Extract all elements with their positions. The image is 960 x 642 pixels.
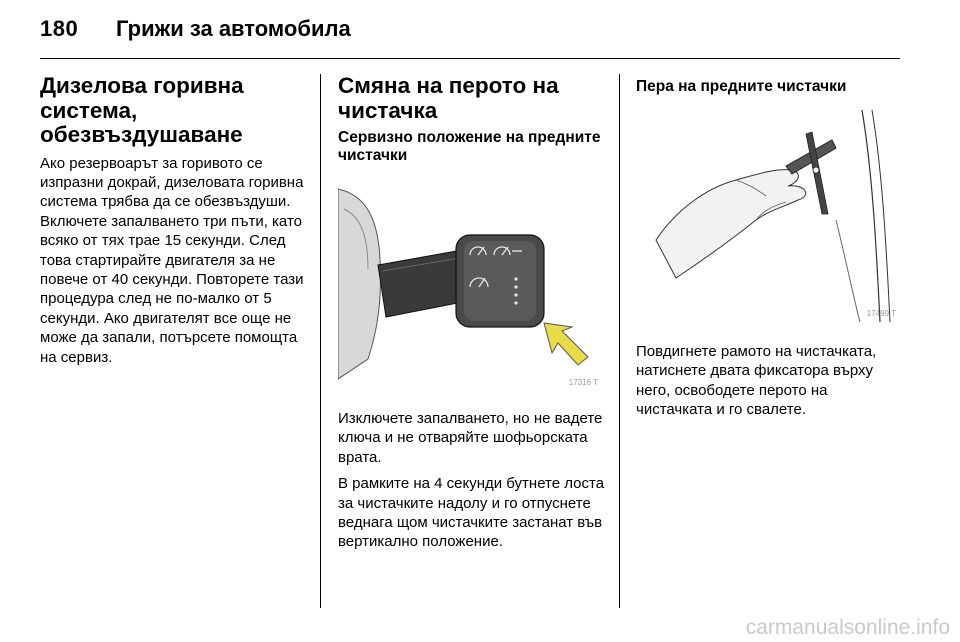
site-watermark: carmanualsonline.info: [745, 616, 950, 639]
figure-wiper-stalk: [338, 179, 604, 391]
figure-wiper-blade: [636, 110, 902, 322]
wiper-service-step-2: В рамките на 4 секунди бутнете лоста за чистачките надолу и го отпуснете веднага щом чистачките застанат във вертикално положение.: [338, 475, 605, 551]
wiper-service-step-1: Изключете запалването, но не вадете ключа и не отваряйте шофьорската врата.: [338, 410, 603, 466]
column-divider-2: [619, 74, 620, 608]
subheading-service-position: Сервизно положение на предните чистачки: [338, 129, 601, 164]
wiper-stalk-illustration: [338, 179, 604, 391]
column-divider-1: [320, 74, 321, 608]
column-diesel-bleeding: [40, 74, 308, 367]
page-header: [40, 16, 900, 50]
page-number: 180: [40, 16, 79, 41]
figure-code: 17499 T: [866, 309, 896, 318]
section-heading-wiper: Смяна на перото на чистачка: [338, 73, 559, 123]
front-blades-body-text: Повдигнете рамото на чистачката, натиснете двата фиксатора върху него, освободете перото на чистачката и го свалете.: [636, 343, 877, 419]
figure-code: 17316 T: [568, 378, 598, 387]
section-heading-diesel: Дизелова горивна система, обезвъздушаване: [40, 73, 244, 147]
header-divider: [40, 58, 900, 59]
section-heading-front-blades: Пера на предните чистачки: [636, 78, 847, 95]
column-wiper-blade-change: [338, 74, 608, 552]
page-title: Грижи за автомобила: [116, 16, 351, 41]
wiper-blade-illustration: [636, 110, 902, 322]
column-front-wiper-blades: [636, 74, 904, 420]
diesel-body-text: Ако резервоарът за горивото се изпразни докрай, дизеловата горивна система трябва да се обезвъздуши. Включете запалването три пъти, като всяко от тях трае 15 секунди. След това стартирайте двигателя за не повече от 40 секунди. Повторете тази процедура след не по-малко от 5 секунди. Ако двигателят все още не може да запали, потърсете помощта на сервиз.: [40, 154, 304, 366]
